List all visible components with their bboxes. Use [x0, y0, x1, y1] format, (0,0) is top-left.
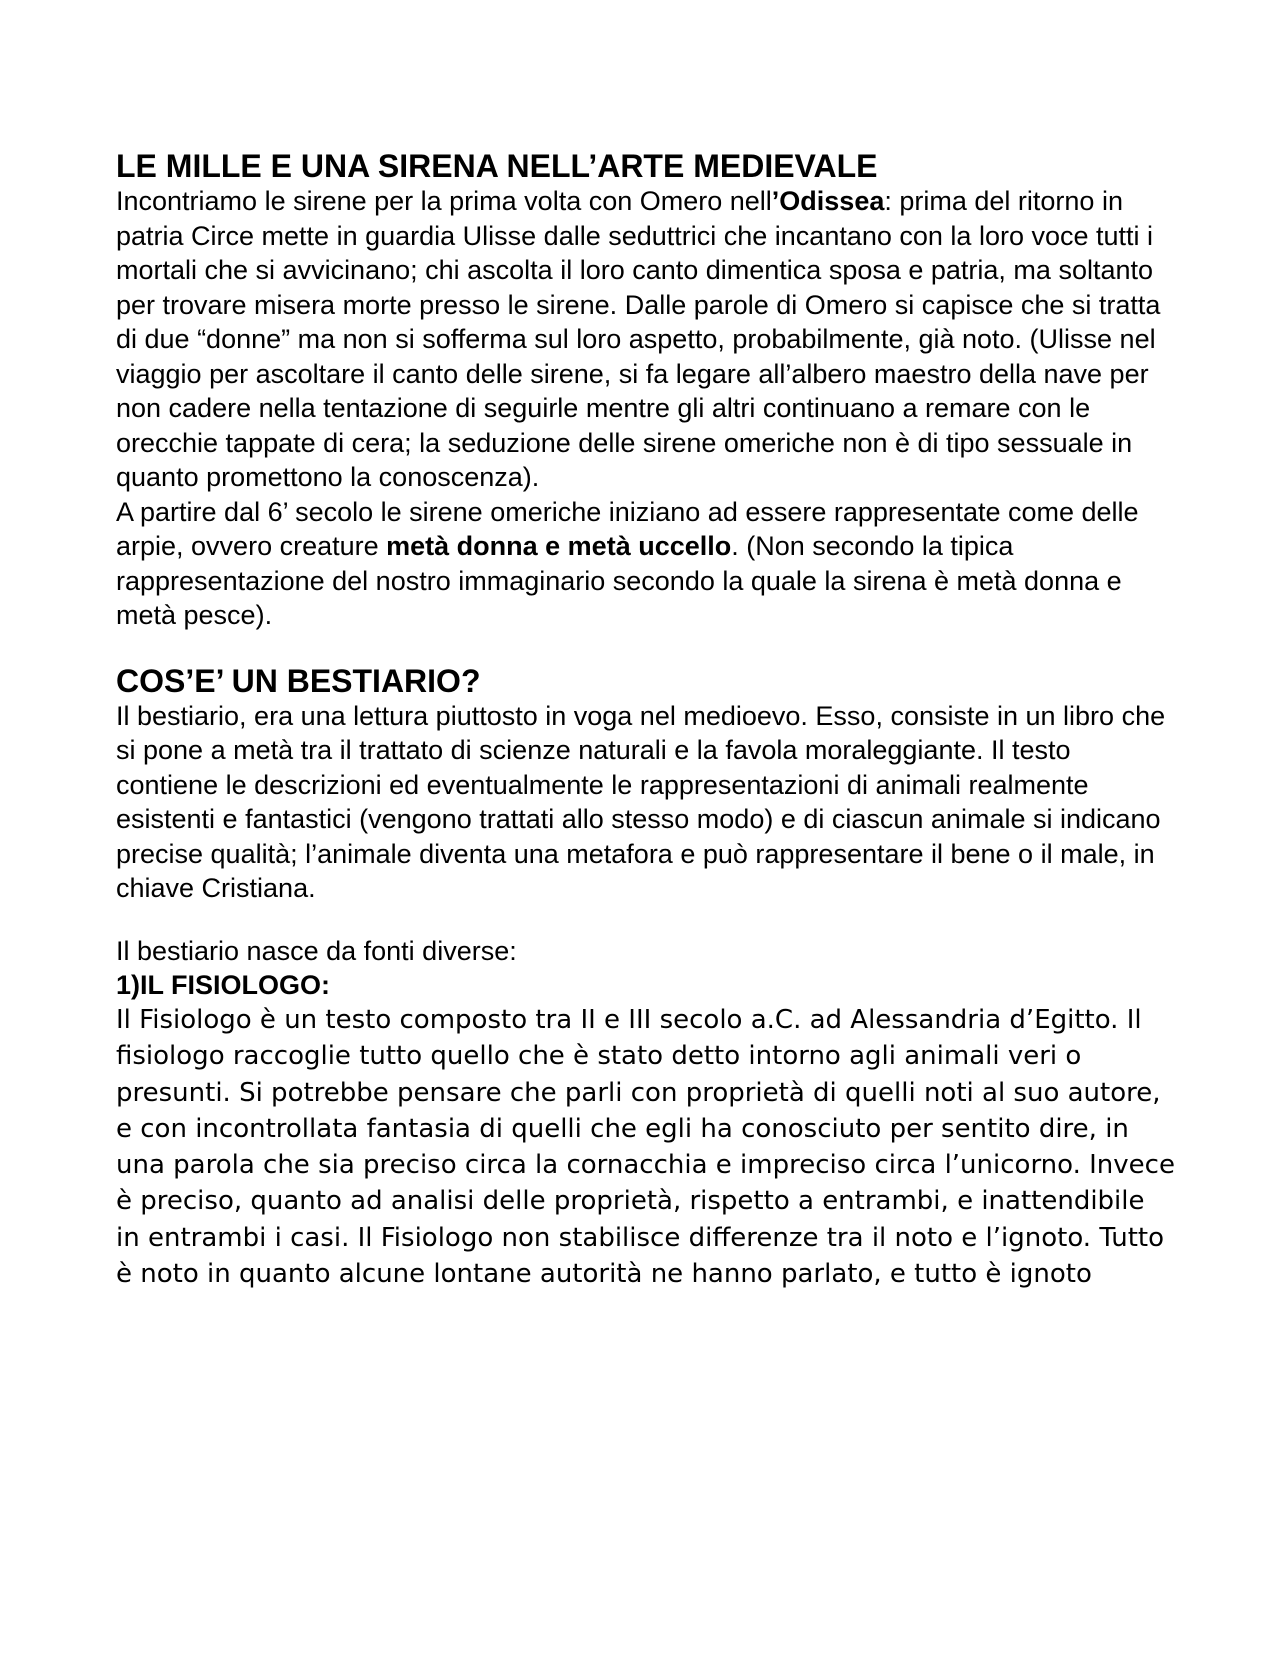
section-title-fisiologo: 1)IL FISIOLOGO: — [116, 970, 331, 1000]
paragraph-odissea — [116, 184, 1176, 495]
paragraph-arpie-start: A partire dal 6’ secolo le sirene omeriche iniziano ad essere rappresentate come delle arpie, ovvero creature — [116, 496, 1139, 561]
odissea-bold: ’Odissea — [771, 186, 885, 216]
paragraph-arpie — [116, 495, 1176, 633]
paragraph-fisiologo: Il Fisiologo è un testo composto tra II e III secolo a.C. ad Alessandria d’Egitto. Il fisiologo raccoglie tutto quello che è stato detto intorno agli animali veri o presunti. Si potrebbe pensare che parli con proprietà di quelli noti al suo autore, e con incontrollata fantasia di quelli che egli ha conosciuto per sentito dire, in una parola che sia preciso circa la cornacchia e impreciso circa l’unicorno. Invece è preciso, quanto ad analisi delle proprietà, rispetto a entrambi, e inattendibile in entrambi i casi. Il Fisiologo non stabilisce differenze tra il noto e l’ignoto. Tutto è noto in quanto alcune lontane autorità ne hanno parlato, e tutto è ignoto — [116, 1005, 1175, 1290]
section-title-sirene: LE MILLE E UNA SIRENA NELL’ARTE MEDIEVALE — [116, 148, 878, 184]
document-page — [116, 148, 1176, 1292]
paragraph-arpie-rest: . (Non secondo la tipica rappresentazione del nostro immaginario secondo la quale la sirena è metà donna e metà pesce). — [116, 531, 1122, 630]
paragraph-odissea-start: Incontriamo le sirene per la prima volta con Omero nell — [116, 186, 772, 216]
paragraph-fonti: Il bestiario nasce da fonti diverse: — [116, 935, 517, 966]
paragraph-bestiario: Il bestiario, era una lettura piuttosto in voga nel medioevo. Esso, consiste in un libro che si pone a metà tra il trattato di scienze naturali e la favola moraleggiante. Il testo contiene le descrizioni ed eventualmente le rappresentazioni di animali realmente esistenti e fantastici (vengono trattati allo stesso modo) e di ciascun animale si indicano precise qualità; l’animale diventa una metafora e può rappresentare il bene o il male, in chiave Cristiana. — [116, 700, 1166, 903]
paragraph-odissea-rest: : prima del ritorno in patria Circe mette in guardia Ulisse dalle seduttrici che incantano con la loro voce tutti i mortali che si avvicinano; chi ascolta il loro canto dimentica sposa e patria, ma soltanto per trovare misera morte presso le sirene. Dalle parole di Omero si capisce che si tratta di due “donne” ma non si sofferma sul loro aspetto, probabilmente, già noto. (Ulisse nel viaggio per ascoltare il canto delle sirene, si fa legare all’albero maestro della nave per non cadere nella tentazione di seguirle mentre gli altri continuano a remare con le orecchie tappate di cera; la seduzione delle sirene omeriche non è di tipo sessuale in quanto promettono la conoscenza). — [116, 186, 1161, 492]
meta-donna-bold: metà donna e metà uccello — [386, 531, 732, 561]
section-title-bestiario: COS’E’ UN BESTIARIO? — [116, 662, 481, 699]
